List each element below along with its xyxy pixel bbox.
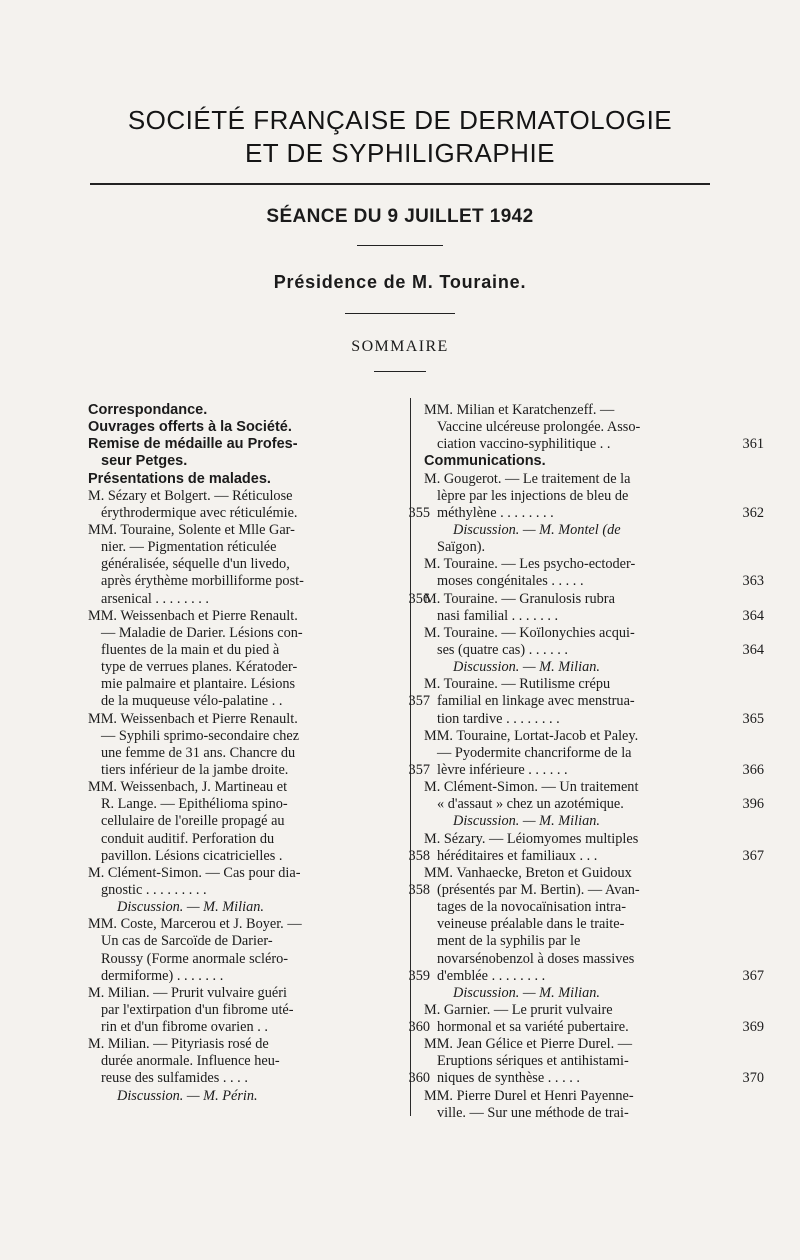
summary-line bbox=[88, 573, 400, 590]
summary-line bbox=[424, 1088, 738, 1105]
summary-line-text: Correspondance. bbox=[88, 402, 208, 418]
summary-line bbox=[88, 916, 400, 933]
summary-line bbox=[424, 796, 764, 813]
summary-line bbox=[424, 641, 764, 659]
summary-line-text: Ouvrages offerts à la Société. bbox=[88, 419, 292, 436]
summary-line-text: M. Clément-Simon. — Cas pour dia- bbox=[88, 864, 301, 881]
page-number: 366 bbox=[742, 761, 764, 778]
summary-line-text: pavillon. Lésions cicatricielles . bbox=[101, 847, 283, 864]
society-title-line1: SOCIÉTÉ FRANÇAISE DE DERMATOLOGIE bbox=[127, 105, 673, 135]
summary-line-text: Communications. bbox=[424, 453, 546, 470]
summary-line-text: tages de la novocaïnisation intra- bbox=[437, 899, 626, 916]
summary-line-text: héréditaires et familiaux . . . bbox=[437, 847, 598, 864]
summary-line bbox=[424, 933, 738, 950]
summary-line bbox=[88, 556, 400, 573]
summary-line bbox=[88, 1019, 430, 1036]
page-number: 355 bbox=[408, 504, 430, 521]
summary-line-text: arsenical . . . . . . . . bbox=[101, 590, 209, 607]
summary-line-text: Un cas de Sarcoïde de Darier- bbox=[101, 933, 273, 950]
summary-line bbox=[88, 779, 400, 796]
summary-line-text: MM. Coste, Marcerou et J. Boyer. — bbox=[88, 916, 302, 933]
summary-line bbox=[424, 1053, 738, 1070]
summary-line bbox=[424, 967, 764, 985]
summary-line-text: cellulaire de l'oreille propagé au bbox=[101, 813, 285, 830]
section-heading bbox=[88, 436, 400, 453]
summary-line-text: Eruptions sériques et antihistami- bbox=[437, 1053, 629, 1070]
summary-line bbox=[88, 1088, 400, 1105]
page-number: 365 bbox=[742, 710, 764, 727]
summary-line bbox=[88, 642, 400, 659]
summary-line bbox=[424, 745, 738, 762]
page-number: 369 bbox=[742, 1019, 764, 1036]
summary-line-text: MM. Weissenbach et Pierre Renault. bbox=[88, 607, 298, 624]
summary-line-text: M. Milian. — Prurit vulvaire guéri bbox=[88, 984, 287, 1001]
summary-line-text: M. Touraine. — Rutilisme crépu bbox=[424, 676, 611, 693]
summary-line bbox=[88, 1070, 430, 1087]
summary-line bbox=[424, 522, 738, 539]
summary-line bbox=[424, 831, 738, 848]
summary-line-text: généralisée, séquelle d'un livedo, bbox=[101, 556, 290, 573]
summary-line bbox=[424, 779, 738, 796]
summary-line-text: « d'assaut » chez un azotémique. bbox=[437, 796, 624, 813]
summary-line-text: tiers inférieur de la jambe droite. bbox=[101, 761, 289, 778]
section-heading bbox=[88, 471, 400, 488]
page-number: 360 bbox=[408, 1019, 430, 1036]
page-number: 363 bbox=[742, 573, 764, 590]
summary-line-text: Discussion. — M. Milian. bbox=[453, 984, 600, 1001]
society-title-line2: ET DE SYPHILIGRAPHIE bbox=[244, 138, 556, 168]
summary-line-text: Discussion. — M. Milian. bbox=[117, 899, 264, 916]
summary-line-text: une femme de 31 ans. Chancre du bbox=[101, 744, 296, 761]
summary-line bbox=[88, 1036, 400, 1053]
page-number: 361 bbox=[742, 436, 764, 453]
summary-line-text: — Maladie de Darier. Lésions con- bbox=[101, 624, 303, 641]
summary-line bbox=[424, 882, 738, 899]
summary-line-text: M. Milian. — Pityriasis rosé de bbox=[88, 1036, 269, 1053]
summary-line bbox=[88, 1002, 400, 1019]
summary-line bbox=[424, 813, 738, 830]
summary-line-text: Présentations de malades. bbox=[88, 470, 271, 487]
summary-line-text: reuse des sulfamides . . . . bbox=[101, 1070, 248, 1087]
summary-line-text: par l'extirpation d'un fibrome uté- bbox=[101, 1001, 294, 1018]
summary-line bbox=[424, 659, 738, 676]
summary-line-text: durée anormale. Influence heu- bbox=[101, 1053, 280, 1070]
summary-right-column bbox=[424, 402, 764, 1122]
summary-line bbox=[88, 608, 400, 625]
summary-line-text: seur Petges. bbox=[101, 453, 188, 470]
summary-line-text: Vaccine ulcéreuse prolongée. Asso- bbox=[437, 419, 641, 436]
summary-line-text: niques de synthèse . . . . . bbox=[437, 1070, 580, 1087]
summary-line bbox=[424, 488, 738, 505]
summary-line-text: fluentes de la main et du pied à bbox=[101, 641, 280, 658]
summary-line bbox=[88, 711, 400, 728]
summary-line bbox=[88, 728, 400, 745]
summary-line bbox=[88, 693, 430, 710]
summary-line-text: M. Garnier. — Le prurit vulvaire bbox=[424, 1001, 613, 1018]
summary-line-text: ses (quatre cas) . . . . . . bbox=[437, 641, 569, 658]
summary-line-text: MM. Weissenbach et Pierre Renault. bbox=[88, 710, 298, 727]
summary-line bbox=[424, 1019, 764, 1036]
summary-line-text: dermiforme) . . . . . . . bbox=[101, 967, 224, 984]
summary-line bbox=[424, 402, 738, 419]
summary-line-text: ville. — Sur une méthode de trai- bbox=[437, 1104, 629, 1121]
summary-line-text: MM. Jean Gélice et Pierre Durel. — bbox=[424, 1036, 633, 1053]
sommaire-heading: SOMMAIRE bbox=[351, 338, 449, 355]
section-heading bbox=[88, 419, 400, 436]
summary-line-text: hormonal et sa variété pubertaire. bbox=[437, 1019, 629, 1036]
summary-line bbox=[88, 504, 430, 522]
summary-line bbox=[88, 659, 400, 676]
summary-line-text: Remise de médaille au Profes- bbox=[88, 436, 298, 453]
summary-line-text: gnostic . . . . . . . . . bbox=[101, 881, 207, 898]
sommaire-rule bbox=[374, 371, 426, 372]
summary-line-text: lèvre inférieure . . . . . . bbox=[437, 761, 568, 778]
summary-line bbox=[88, 745, 400, 762]
summary-line-text: méthylène . . . . . . . . bbox=[437, 504, 554, 521]
summary-line-text: ciation vaccino-syphilitique . . bbox=[437, 436, 611, 453]
summary-line bbox=[88, 761, 430, 779]
presidence-rule bbox=[345, 313, 455, 314]
summary-line-text: MM. Vanhaecke, Breton et Guidoux bbox=[424, 864, 632, 881]
summary-line bbox=[424, 607, 764, 625]
summary-line bbox=[424, 847, 764, 865]
page-number: 362 bbox=[742, 504, 764, 521]
summary-line-text: mie palmaire et plantaire. Lésions bbox=[101, 676, 296, 693]
page-number: 357 bbox=[408, 693, 430, 710]
page-number: 359 bbox=[408, 967, 430, 984]
page-number: 358 bbox=[408, 847, 430, 864]
summary-line-text: nasi familial . . . . . . . bbox=[437, 607, 559, 624]
section-heading bbox=[424, 453, 738, 470]
summary-line-text: M. Touraine. — Koïlonychies acqui- bbox=[424, 624, 635, 641]
summary-line bbox=[424, 899, 738, 916]
summary-line-text: M. Sézary. — Léiomyomes multiples bbox=[424, 830, 639, 847]
summary-line-text: lèpre par les injections de bleu de bbox=[437, 487, 629, 504]
summary-line bbox=[424, 1036, 738, 1053]
summary-line bbox=[424, 471, 738, 488]
title-rule bbox=[90, 183, 710, 185]
summary-line-text: R. Lange. — Epithélioma spino- bbox=[101, 796, 288, 813]
summary-line bbox=[88, 899, 400, 916]
summary-line bbox=[424, 591, 738, 608]
summary-line-text: ment de la syphilis par le bbox=[437, 933, 581, 950]
presidence-line: Présidence de M. Touraine. bbox=[273, 272, 527, 292]
page-number: 357 bbox=[408, 761, 430, 778]
section-heading bbox=[88, 453, 400, 470]
summary-line-text: tion tardive . . . . . . . . bbox=[437, 710, 560, 727]
summary-line bbox=[424, 1105, 738, 1122]
page-number: 367 bbox=[742, 967, 764, 984]
summary-line-text: M. Touraine. — Granulosis rubra bbox=[424, 590, 615, 607]
summary-line bbox=[88, 539, 400, 556]
section-heading bbox=[88, 402, 400, 419]
summary-line bbox=[424, 916, 738, 933]
summary-line bbox=[88, 796, 400, 813]
summary-line bbox=[424, 1070, 764, 1087]
summary-line-text: rin et d'un fibrome ovarien . . bbox=[101, 1019, 268, 1036]
summary-line bbox=[88, 831, 400, 848]
summary-line bbox=[88, 625, 400, 642]
summary-line-text: veineuse préalable dans le traite- bbox=[437, 916, 625, 933]
summary-line bbox=[88, 951, 400, 968]
page-number: 364 bbox=[742, 641, 764, 658]
summary-line bbox=[424, 539, 738, 556]
summary-line bbox=[424, 1002, 738, 1019]
summary-line-text: conduit auditif. Perforation du bbox=[101, 830, 275, 847]
summary-line-text: Roussy (Forme anormale scléro- bbox=[101, 950, 289, 967]
summary-line-text: familial en linkage avec menstrua- bbox=[437, 693, 635, 710]
summary-line bbox=[88, 933, 400, 950]
summary-line-text: après érythème morbilliforme post- bbox=[101, 573, 304, 590]
summary-line-text: M. Gougerot. — Le traitement de la bbox=[424, 470, 631, 487]
page-number: 360 bbox=[408, 1070, 430, 1087]
summary-line-text: moses congénitales . . . . . bbox=[437, 573, 584, 590]
summary-left-column bbox=[88, 402, 430, 1105]
summary-line bbox=[88, 985, 400, 1002]
summary-line bbox=[88, 881, 430, 899]
page-number: 370 bbox=[742, 1070, 764, 1087]
summary-line-text: MM. Milian et Karatchenzeff. — bbox=[424, 402, 615, 418]
summary-line-text: M. Sézary et Bolgert. — Réticulose bbox=[88, 487, 293, 504]
summary-line bbox=[88, 967, 430, 985]
summary-line-text: Discussion. — M. Milian. bbox=[453, 813, 600, 830]
summary-line bbox=[424, 625, 738, 642]
summary-line bbox=[424, 710, 764, 728]
summary-line-text: MM. Weissenbach, J. Martineau et bbox=[88, 779, 288, 796]
summary-line bbox=[424, 761, 764, 779]
summary-line-text: Discussion. — M. Périn. bbox=[117, 1087, 258, 1104]
summary-line-text: MM. Pierre Durel et Henri Payenne- bbox=[424, 1087, 634, 1104]
summary-line bbox=[88, 813, 400, 830]
summary-line bbox=[88, 1053, 400, 1070]
summary-line bbox=[88, 522, 400, 539]
summary-line-text: — Pyodermite chancriforme de la bbox=[437, 744, 632, 761]
summary-line bbox=[424, 985, 738, 1002]
seance-rule bbox=[357, 245, 443, 246]
summary-line bbox=[424, 728, 738, 745]
summary-line-text: MM. Touraine, Lortat-Jacob et Paley. bbox=[424, 727, 639, 744]
seance-date: SÉANCE DU 9 JUILLET 1942 bbox=[266, 206, 534, 227]
summary-line-text: Discussion. — M. Montel (de bbox=[453, 521, 621, 538]
page-number: 396 bbox=[742, 796, 764, 813]
summary-line bbox=[424, 556, 738, 573]
page-number: 364 bbox=[742, 607, 764, 624]
summary-line-text: nier. — Pigmentation réticulée bbox=[101, 539, 277, 556]
summary-line bbox=[424, 676, 738, 693]
page-number: 367 bbox=[742, 847, 764, 864]
page-number: 356 bbox=[408, 590, 430, 607]
summary-line-text: novarsénobenzol à doses massives bbox=[437, 950, 635, 967]
summary-line-text: érythrodermique avec réticulémie. bbox=[101, 504, 298, 521]
summary-line-text: M. Touraine. — Les psycho-ectoder- bbox=[424, 556, 636, 573]
summary-line-text: de la muqueuse vélo-palatine . . bbox=[101, 693, 283, 710]
summary-line bbox=[424, 504, 764, 522]
summary-line bbox=[424, 573, 764, 590]
summary-line-text: d'emblée . . . . . . . . bbox=[437, 967, 546, 984]
summary-line-text: M. Clément-Simon. — Un traitement bbox=[424, 779, 639, 796]
summary-line-text: (présentés par M. Bertin). — Avan- bbox=[437, 881, 640, 898]
summary-line bbox=[88, 865, 400, 882]
summary-line bbox=[88, 676, 400, 693]
summary-line bbox=[424, 865, 738, 882]
summary-line bbox=[424, 693, 738, 710]
summary-line-text: Discussion. — M. Milian. bbox=[453, 659, 600, 676]
page-number: 358 bbox=[408, 881, 430, 898]
summary-line bbox=[424, 951, 738, 968]
summary-line bbox=[88, 488, 400, 505]
summary-line-text: type de verrues planes. Kératoder- bbox=[101, 659, 298, 676]
summary-line bbox=[424, 419, 738, 436]
summary-line bbox=[424, 436, 764, 453]
summary-line-text: Saïgon). bbox=[437, 539, 486, 556]
summary-line bbox=[88, 847, 430, 865]
summary-line bbox=[88, 590, 430, 608]
summary-line-text: MM. Touraine, Solente et Mlle Gar- bbox=[88, 521, 295, 538]
summary-line-text: — Syphili sprimo-secondaire chez bbox=[101, 727, 300, 744]
